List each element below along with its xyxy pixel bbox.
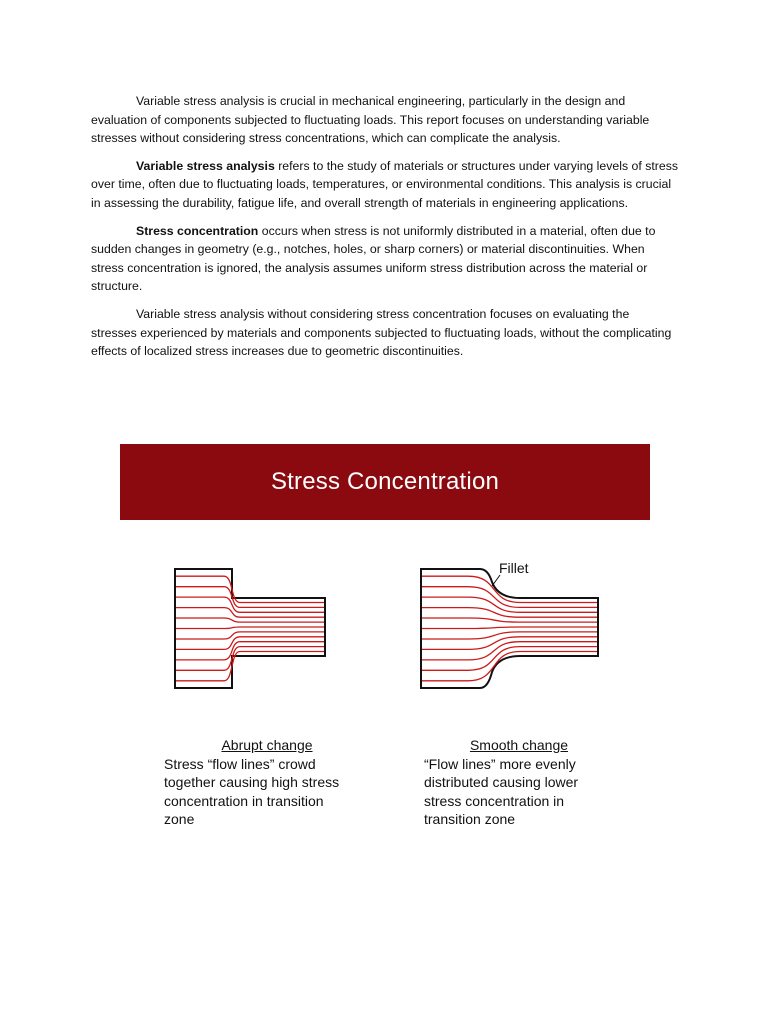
fillet-label: Fillet bbox=[499, 560, 529, 576]
smooth-flow-line-6 bbox=[422, 627, 597, 629]
fillet-pointer bbox=[492, 575, 500, 586]
smooth-flow-line-10 bbox=[422, 647, 597, 671]
paragraph-3-bold: Stress concentration bbox=[136, 223, 259, 238]
smooth-flow-line-5 bbox=[422, 618, 597, 622]
banner-title: Stress Concentration bbox=[270, 468, 500, 495]
abrupt-change-shape bbox=[175, 569, 325, 688]
smooth-change-caption bbox=[424, 736, 614, 829]
abrupt-flow-line-10 bbox=[176, 647, 324, 671]
abrupt-flow-line-9 bbox=[176, 642, 324, 660]
paragraph-4-text: Variable stress analysis without considering stress concentration focuses on evaluating the stresses experienced by materials and components subjected to fluctuating loads, without the complicating effects of localized stress increases due to geometric discontinuities. bbox=[91, 306, 672, 359]
smooth-change-heading: Smooth change bbox=[469, 737, 569, 753]
paragraph-1-text: Variable stress analysis is crucial in mechanical engineering, particularly in the design and evaluation of components subjected to fluctuating loads. This report focuses on understanding variable stresses without considering stress concentrations, which can complicate the analysis. bbox=[91, 94, 650, 146]
abrupt-change-heading: Abrupt change bbox=[221, 737, 313, 753]
abrupt-flow-lines bbox=[176, 576, 324, 681]
paragraph-2-bold: Variable stress analysis bbox=[136, 158, 275, 173]
smooth-change-shape bbox=[421, 569, 598, 688]
abrupt-flow-line-3 bbox=[176, 597, 324, 612]
abrupt-flow-line-5 bbox=[176, 618, 324, 622]
smooth-change-body: “Flow lines” more evenly distributed causing lower stress concentration in transition zone bbox=[424, 755, 579, 827]
smooth-flow-lines bbox=[422, 576, 597, 681]
paragraph-3-text: occurs when stress is not uniformly distributed in a material, often due to sudden changes in geometry (e.g., notches, holes, or sharp corners) or material discontinuities. When stress concentration is ignored, the analysis assumes uniform stress distribution across the material or structure. bbox=[91, 223, 656, 294]
abrupt-flow-line-7 bbox=[176, 632, 324, 639]
abrupt-change-caption bbox=[164, 736, 364, 829]
smooth-flow-line-3 bbox=[422, 597, 597, 612]
abrupt-flow-line-6 bbox=[176, 627, 324, 629]
paragraph-2-text: refers to the study of materials or structures under varying levels of stress over time, often due to fluctuating loads, temperatures, or environmental conditions. This analysis is crucial in assessing the durability, fatigue life, and overall strength of materials in engineering applications. bbox=[91, 158, 679, 210]
abrupt-change-body: Stress “flow lines” crowd together causing high stress concentration in transition zone bbox=[164, 755, 340, 827]
